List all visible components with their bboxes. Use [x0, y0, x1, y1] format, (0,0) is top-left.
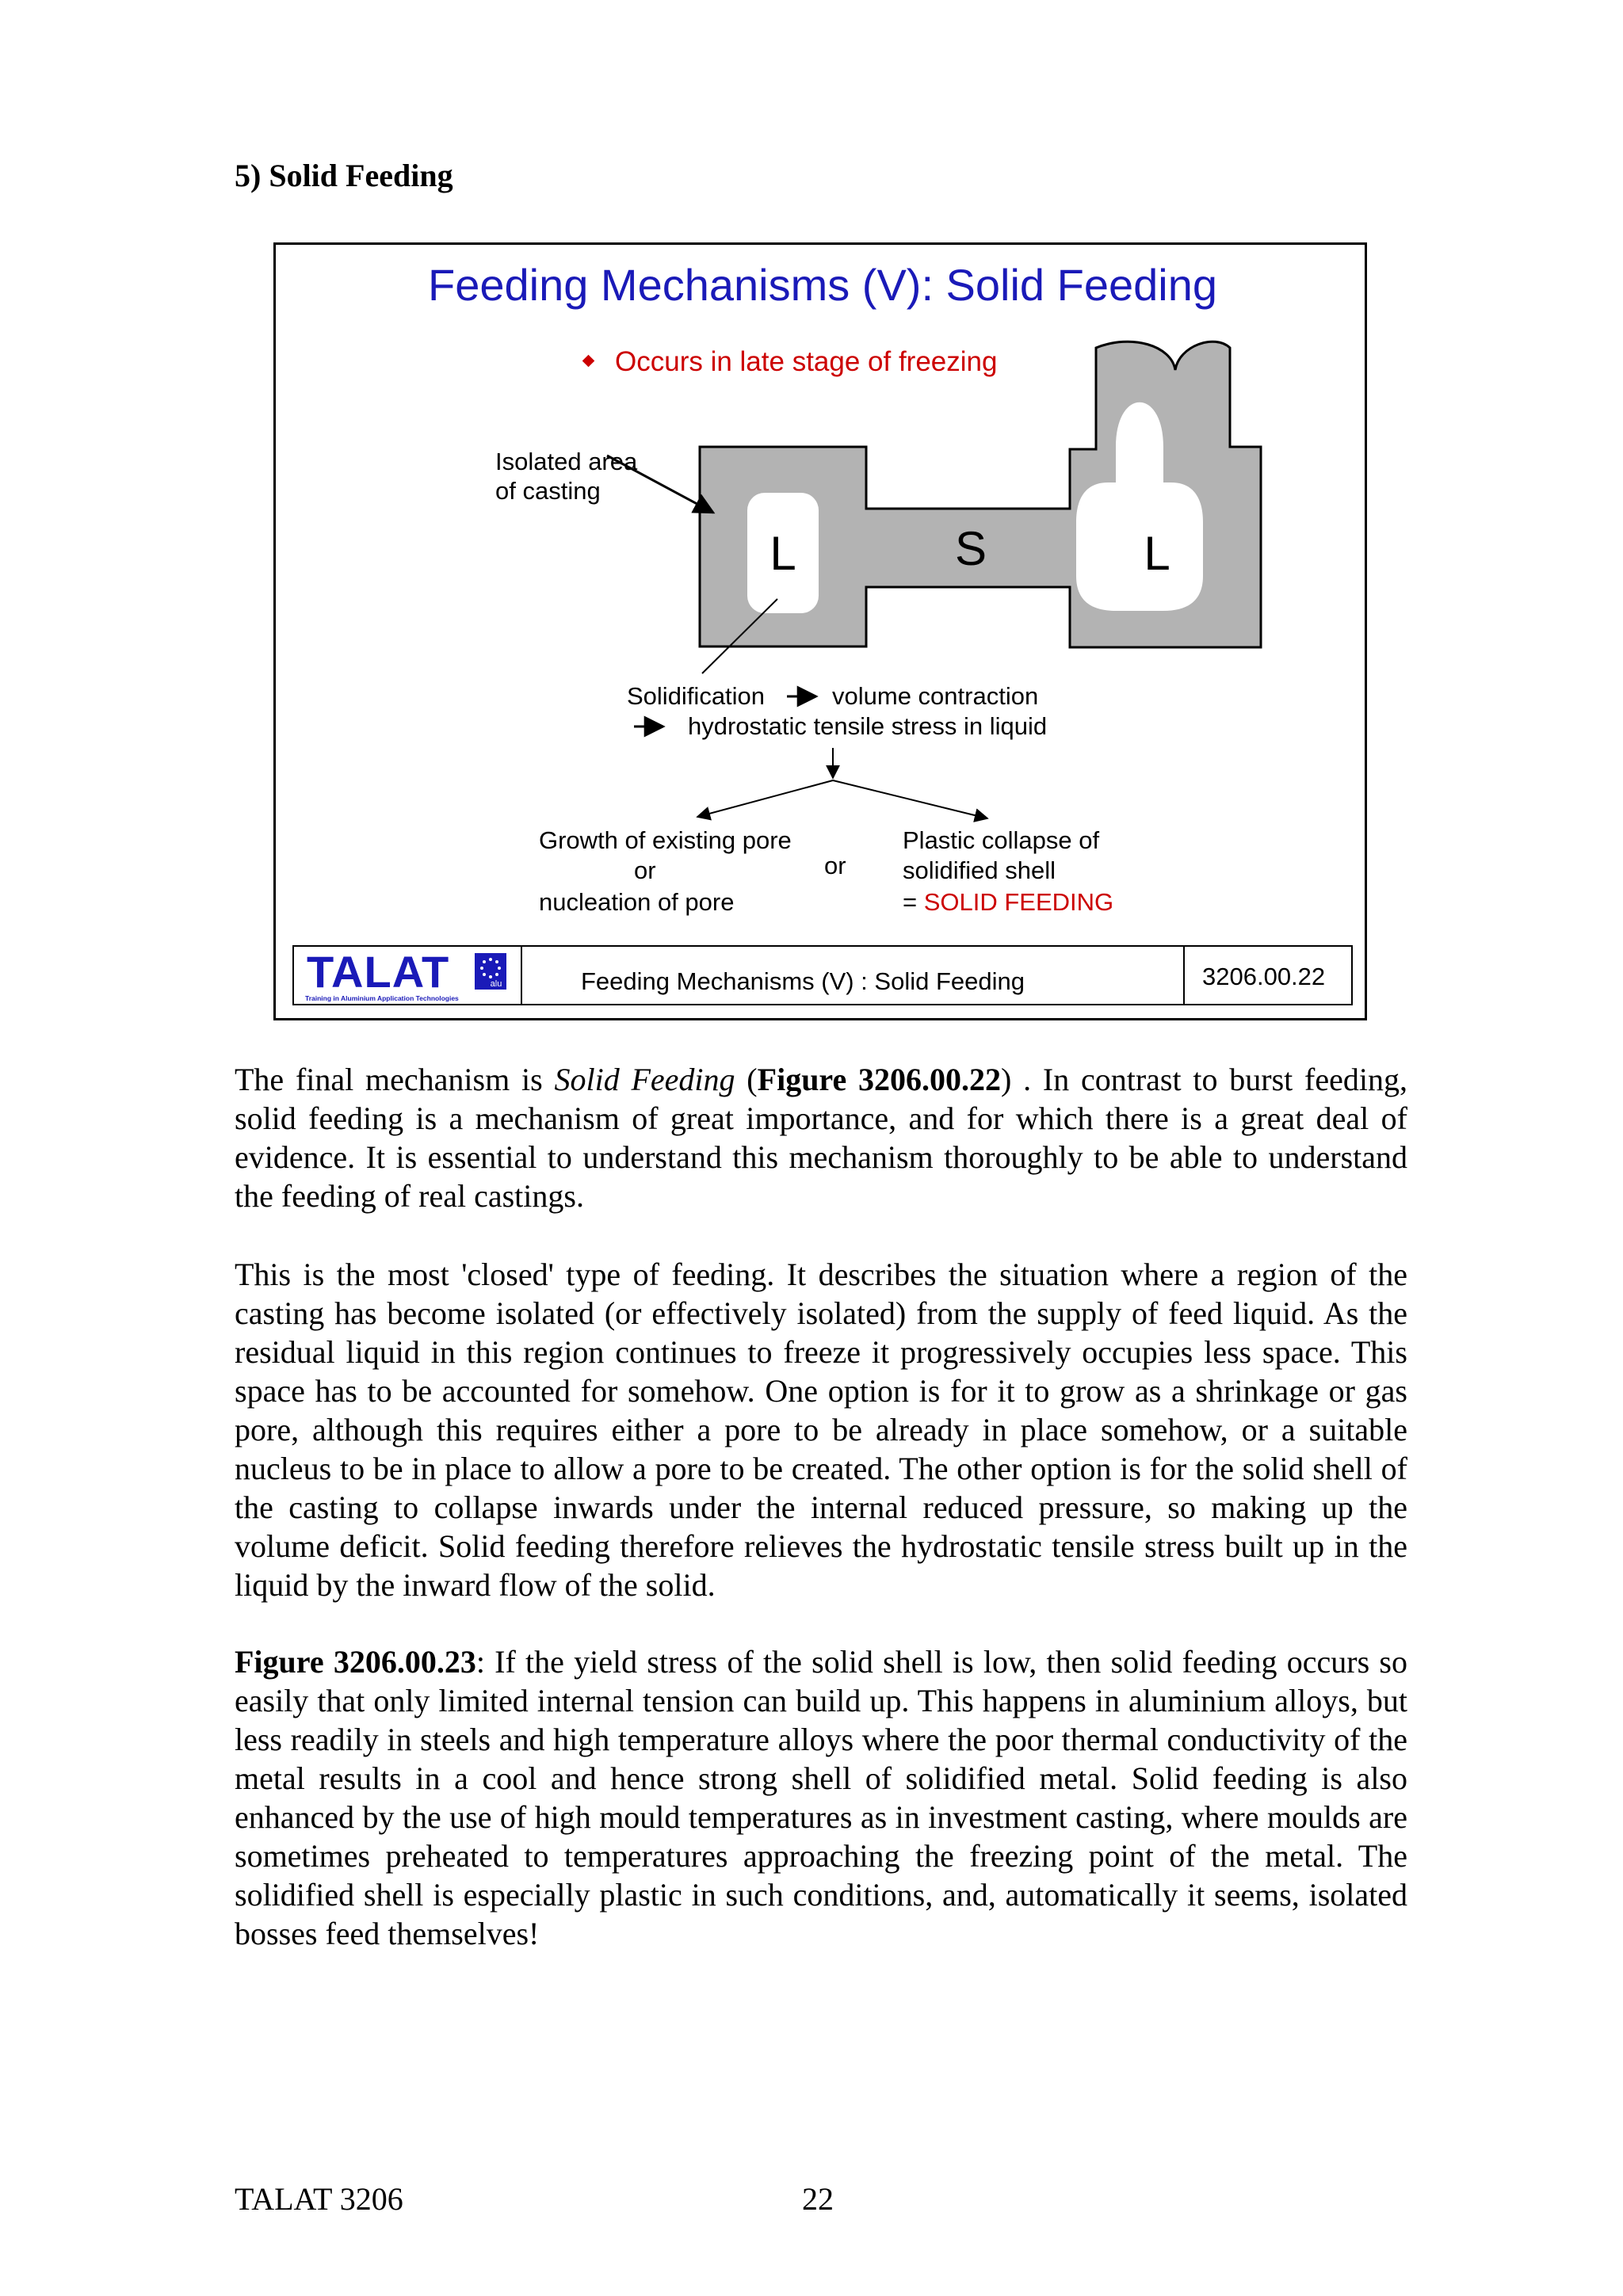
plastic-text-line3	[903, 888, 1113, 916]
label-solid: S	[954, 522, 987, 575]
talat-logo-subtitle: Training in Aluminium Application Technologies	[305, 994, 459, 1002]
solid-feeding-highlight: SOLID FEEDING	[923, 888, 1114, 916]
growth-text-line2: nucleation of pore	[539, 888, 735, 916]
isolated-area-label-line2: of casting	[495, 477, 601, 505]
hydrostatic-text: hydrostatic tensile stress in liquid	[688, 712, 1048, 740]
p1-text-a: The final mechanism is	[235, 1062, 555, 1097]
section-heading: 5) Solid Feeding	[235, 158, 453, 193]
label-liquid-right: L	[1144, 527, 1170, 580]
figure-title: Feeding Mechanisms (V): Solid Feeding	[427, 260, 1218, 310]
isolated-area-arrow	[607, 456, 713, 513]
p3-figure-ref: Figure 3206.00.23	[235, 1644, 476, 1680]
figure-footer-title: Feeding Mechanisms (V) : Solid Feeding	[581, 967, 1025, 995]
plastic-text-line1: Plastic collapse of	[903, 826, 1100, 854]
figure-footer	[292, 945, 1353, 1005]
paragraph-1-text	[235, 1060, 1407, 1215]
plastic-text-prefix: =	[903, 888, 924, 916]
page-number: 22	[802, 2181, 834, 2217]
p1-figure-ref: Figure 3206.00.22	[757, 1062, 1001, 1097]
figure-code: 3206.00.22	[1202, 963, 1326, 990]
eu-flag-icon	[475, 953, 506, 990]
logo-badge-text: alu	[490, 979, 502, 989]
figure-diagram	[276, 245, 1369, 1023]
talat-logo	[294, 947, 522, 1004]
paragraph-3-text	[235, 1642, 1407, 1953]
figure-code-cell	[1183, 947, 1351, 1004]
p1-solid-feeding-italic: Solid Feeding	[554, 1062, 735, 1097]
figure-slide	[273, 242, 1367, 1020]
volume-contraction-text: volume contraction	[832, 682, 1039, 710]
growth-or-text: or	[634, 856, 656, 884]
middle-or-text: or	[824, 852, 846, 879]
p3-text: : If the yield stress of the solid shell is low, then solid feeding occurs so easily that only limited internal tension can build up. This happens in aluminium alloys, but less readily in steels and high temperature alloys where the poor thermal conductivity of the metal results in a cool and hence strong shell of solidified metal. Solid feeding is also enhanced by the use of high mould temperatures as in investment casting, where moulds are sometimes preheated to temperatures approaching the freezing point of the metal. The solidified shell is especially plastic in such conditions, and, automatically it seems, isolated bosses feed themselves!	[235, 1644, 1407, 1951]
isolated-area-label-line1: Isolated area	[495, 448, 638, 475]
page-footer-title: TALAT 3206	[235, 2181, 403, 2217]
arrow-branch-left	[697, 780, 833, 817]
figure-bullet-text: Occurs in late stage of freezing	[615, 346, 998, 377]
growth-text-line1: Growth of existing pore	[539, 826, 792, 854]
bullet-diamond-icon	[582, 355, 595, 368]
arrow-branch-right	[833, 780, 987, 818]
paragraph-2-text: This is the most 'closed' type of feeding. It describes the situation where a region of the casting has become isolated (or effectively isolated) from the supply of feed liquid. As the residual liquid in this region continues to freeze it progressively occupies less space. This space has to be accounted for somehow. One option is for it to grow as a shrinkage or gas pore, although this requires either a pore to be already in place somehow, or a suitable nucleus to be in place to allow a pore to be created. The other option is for the solid shell of the casting to collapse inwards under the internal reduced pressure, so making up the volume deficit. Solid feeding therefore relieves the hydrostatic tensile stress built up in the liquid by the inward flow of the solid.	[235, 1257, 1407, 1603]
p1-text-c: ) . In contrast to burst feeding, solid feeding is a mechanism of great importance, and for which there is a great deal of evidence. It is essential to understand this mechanism thoroughly to be able to understand the feeding of real castings.	[235, 1062, 1407, 1214]
p1-text-b: (	[735, 1062, 758, 1097]
paragraph-2	[235, 1255, 1407, 1604]
solidification-text: Solidification	[627, 682, 766, 710]
paragraph-3	[235, 1642, 1407, 1953]
talat-logo-text: TALAT	[307, 947, 450, 997]
paragraph-1	[235, 1060, 1407, 1215]
label-liquid-left: L	[769, 527, 796, 580]
plastic-text-line2: solidified shell	[903, 856, 1056, 884]
